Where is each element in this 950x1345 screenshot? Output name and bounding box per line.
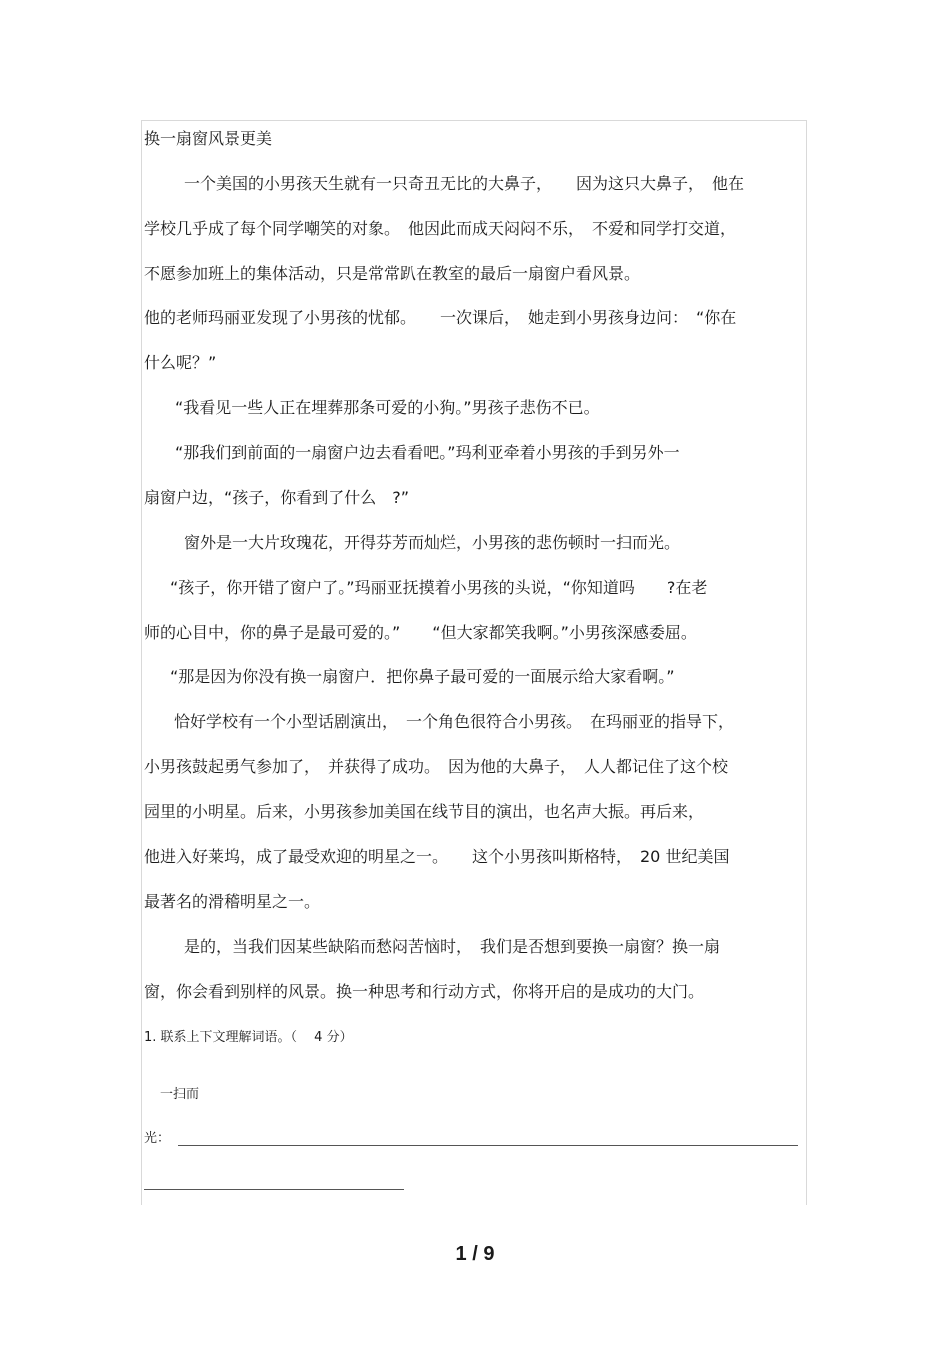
page-number: 1 / 9 <box>455 1243 495 1265</box>
paragraph-line: 窗外是一大片玫瑰花，开得芬芳而灿烂，小男孩的悲伤顿时一扫而光。 <box>184 533 681 552</box>
paragraph-line: 园里的小明星。后来，小男孩参加美国在线节目的演出，也名声大振。再后来， <box>144 802 705 821</box>
paragraph-line: 恰好学校有一个小型话剧演出， 一个角色很符合小男孩。 在玛丽亚的指导下， <box>174 712 735 731</box>
paragraph-line: “孩子，你开错了窗户了。”玛丽亚抚摸着小男孩的头说，“你知道吗 ?在老 <box>170 578 708 597</box>
paragraph-line: “那我们到前面的一扇窗户边去看看吧。”玛利亚牵着小男孩的手到另外一 <box>175 443 680 462</box>
paragraph-line: 不愿参加班上的集体活动，只是常常趴在教室的最后一扇窗户看风景。 <box>144 264 641 283</box>
paragraph-line: 他进入好莱坞，成了最受欢迎的明星之一。 这个小男孩叫斯格特， 20 世纪美国 <box>144 847 730 866</box>
paragraph-line: 什么呢？” <box>144 353 217 372</box>
term-label-continued: 光： <box>144 1131 171 1146</box>
paragraph-line: 学校几乎成了每个同学嘲笑的对象。 他因此而成天闷闷不乐， 不爱和同学打交道， <box>144 219 737 238</box>
paragraph-line: 师的心目中，你的鼻子是最可爱的。” “但大家都笑我啊。”小男孩深感委屈。 <box>144 623 697 642</box>
document-title: 换一扇窗风景更美 <box>144 129 273 148</box>
term-label: 一扫而 <box>160 1087 200 1102</box>
paragraph-line: 是的，当我们因某些缺陷而愁闷苦恼时， 我们是否想到要换一扇窗？换一扇 <box>184 937 721 956</box>
paragraph-line: 扇窗户边，“孩子，你看到了什么 ?” <box>144 488 410 507</box>
paragraph-line: “那是因为你没有换一扇窗户．把你鼻子最可爱的一面展示给大家看啊。” <box>170 667 675 686</box>
paragraph-line: 一个美国的小男孩天生就有一只奇丑无比的大鼻子， 因为这只大鼻子， 他在 <box>184 174 745 193</box>
paragraph-line: “我看见一些人正在埋葬那条可爱的小狗。”男孩子悲伤不已。 <box>175 398 600 417</box>
paragraph-line: 小男孩鼓起勇气参加了， 并获得了成功。 因为他的大鼻子， 人人都记住了这个校 <box>144 757 729 776</box>
answer-blank-line[interactable] <box>144 1189 404 1190</box>
answer-blank-line[interactable] <box>178 1145 798 1146</box>
paragraph-line: 他的老师玛丽亚发现了小男孩的忧郁。 一次课后， 她走到小男孩身边问： “你在 <box>144 308 737 327</box>
paragraph-line: 最著名的滑稽明星之一。 <box>144 892 321 911</box>
paragraph-line: 窗，你会看到别样的风景。换一种思考和行动方式，你将开启的是成功的大门。 <box>144 982 705 1001</box>
question-text: 1. 联系上下文理解词语。（ 4 分） <box>144 1030 353 1045</box>
